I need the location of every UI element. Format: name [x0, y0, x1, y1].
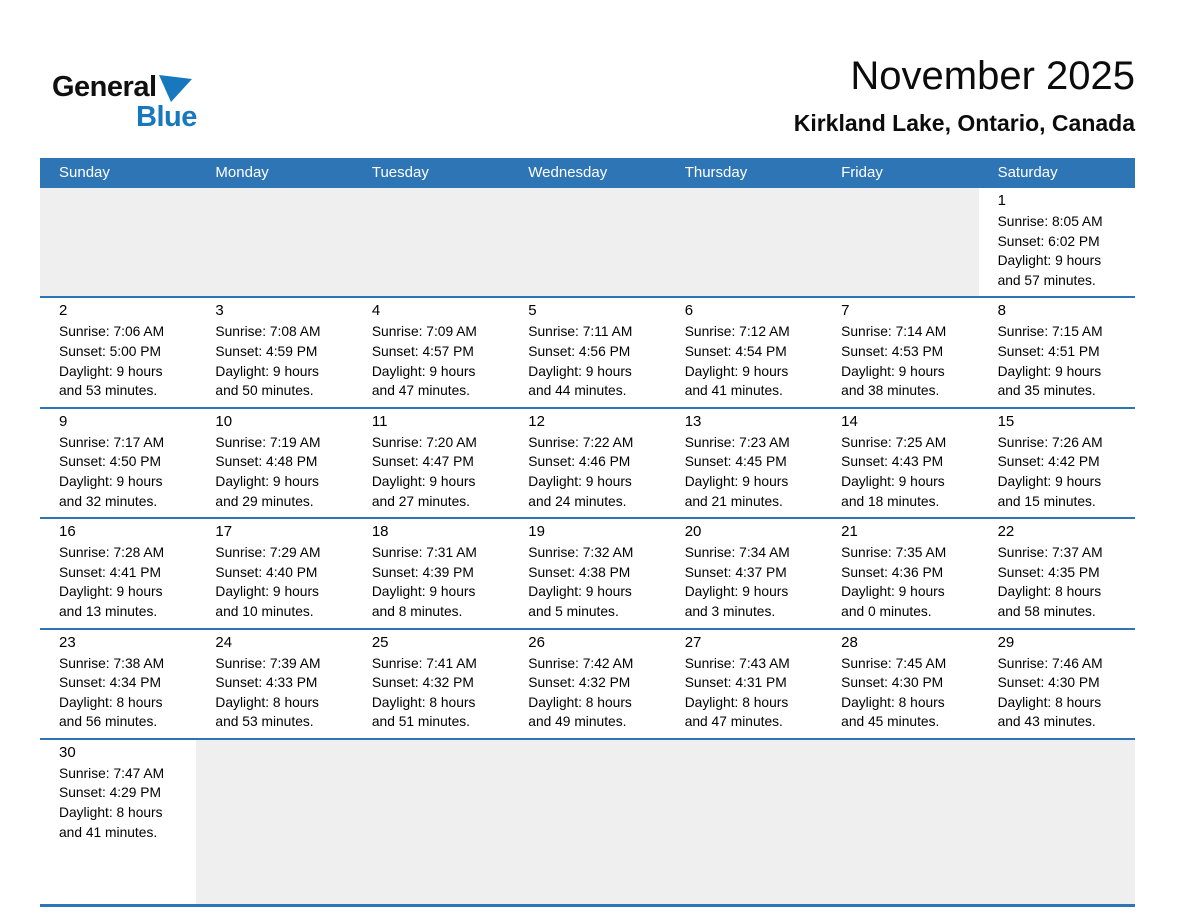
day-number: 21 [841, 523, 858, 541]
sunset-line: Sunset: 4:32 PM [371, 675, 474, 691]
daylight-line-1: Daylight: 9 hours [215, 473, 319, 489]
day-cell-14 [822, 409, 978, 517]
daylight-line-1: Daylight: 9 hours [59, 473, 163, 489]
day-number: 12 [528, 412, 545, 430]
day-number: 29 [997, 633, 1015, 651]
daylight-line-2: and 18 minutes. [841, 493, 940, 509]
empty-cell [353, 188, 509, 296]
sunrise-line: Sunrise: 7:46 AM [997, 655, 1103, 671]
day-cell-3 [196, 298, 352, 406]
sunset-line: Sunset: 4:29 PM [59, 785, 162, 801]
sunrise-line: Sunrise: 7:32 AM [528, 545, 634, 561]
sunset-line: Sunset: 4:51 PM [997, 343, 1100, 359]
day-number: 22 [997, 523, 1015, 541]
sunset-line: Sunset: 4:45 PM [684, 454, 787, 470]
sunrise-line: Sunrise: 7:45 AM [841, 655, 947, 671]
daylight-line-2: and 43 minutes. [997, 714, 1096, 730]
sunrise-line: Sunrise: 7:06 AM [59, 324, 165, 340]
daylight-line-1: Daylight: 8 hours [215, 694, 319, 710]
daylight-line-1: Daylight: 9 hours [841, 584, 945, 600]
daylight-line-1: Daylight: 9 hours [997, 473, 1102, 489]
day-cell-24 [196, 630, 352, 738]
day-cell-10 [196, 409, 352, 517]
sunrise-line: Sunrise: 7:28 AM [59, 545, 165, 561]
daylight-line-2: and 29 minutes. [215, 493, 314, 509]
sunrise-line: Sunrise: 7:14 AM [841, 324, 947, 340]
sunset-line: Sunset: 6:02 PM [997, 233, 1100, 249]
daylight-line-2: and 8 minutes. [371, 603, 463, 619]
sunset-line: Sunset: 4:32 PM [528, 675, 631, 691]
empty-cell [666, 740, 822, 904]
sunset-line: Sunset: 4:54 PM [684, 343, 787, 359]
sunset-line: Sunset: 4:57 PM [371, 343, 474, 359]
sunrise-line: Sunrise: 7:15 AM [997, 324, 1103, 340]
daylight-line-2: and 15 minutes. [997, 493, 1096, 509]
weekday-header-friday: Friday [841, 164, 883, 181]
empty-cell [196, 188, 352, 296]
sunset-line: Sunset: 4:59 PM [215, 343, 318, 359]
daylight-line-2: and 27 minutes. [371, 493, 471, 509]
sunrise-line: Sunrise: 7:38 AM [59, 655, 165, 671]
daylight-line-2: and 49 minutes. [528, 714, 627, 730]
sunset-line: Sunset: 4:34 PM [59, 675, 162, 691]
day-number: 13 [684, 412, 702, 430]
daylight-line-1: Daylight: 8 hours [371, 694, 476, 710]
sunrise-line: Sunrise: 7:25 AM [841, 434, 947, 450]
day-cell-16 [40, 519, 196, 627]
sunset-line: Sunset: 4:48 PM [215, 454, 318, 470]
daylight-line-1: Daylight: 8 hours [997, 694, 1102, 710]
sunset-line: Sunset: 4:42 PM [997, 454, 1100, 470]
daylight-line-2: and 3 minutes. [684, 603, 776, 619]
empty-cell [40, 188, 196, 296]
sunrise-line: Sunrise: 7:22 AM [528, 434, 634, 450]
daylight-line-1: Daylight: 8 hours [528, 694, 632, 710]
sunrise-line: Sunrise: 7:12 AM [684, 324, 790, 340]
daylight-line-2: and 56 minutes. [59, 714, 158, 730]
day-number: 27 [684, 633, 702, 651]
sunrise-line: Sunrise: 7:19 AM [215, 434, 321, 450]
sunset-line: Sunset: 4:46 PM [528, 454, 631, 470]
daylight-line-2: and 47 minutes. [684, 714, 783, 730]
daylight-line-1: Daylight: 8 hours [59, 805, 163, 821]
calendar [40, 158, 1135, 907]
page-header [52, 55, 1135, 137]
daylight-line-1: Daylight: 9 hours [215, 363, 319, 379]
daylight-line-1: Daylight: 8 hours [59, 694, 163, 710]
sunrise-line: Sunrise: 7:34 AM [684, 545, 790, 561]
sunset-line: Sunset: 4:31 PM [684, 675, 787, 691]
daylight-line-1: Daylight: 8 hours [841, 694, 945, 710]
sunrise-line: Sunrise: 7:31 AM [371, 545, 477, 561]
day-cell-11 [353, 409, 509, 517]
daylight-line-1: Daylight: 9 hours [841, 473, 945, 489]
sunset-line: Sunset: 4:53 PM [841, 343, 944, 359]
day-number: 15 [997, 412, 1015, 430]
day-cell-27 [666, 630, 822, 738]
day-number: 2 [59, 302, 68, 320]
day-cell-7 [822, 298, 978, 406]
daylight-line-2: and 10 minutes. [215, 603, 314, 619]
daylight-line-1: Daylight: 9 hours [59, 363, 163, 379]
daylight-line-2: and 44 minutes. [528, 383, 627, 399]
day-cell-19 [509, 519, 665, 627]
day-cell-29 [979, 630, 1135, 738]
day-number: 19 [528, 523, 545, 541]
daylight-line-1: Daylight: 9 hours [528, 473, 632, 489]
sunrise-line: Sunrise: 7:23 AM [684, 434, 790, 450]
empty-cell [509, 188, 665, 296]
daylight-line-1: Daylight: 9 hours [997, 253, 1102, 269]
daylight-line-2: and 5 minutes. [528, 603, 619, 619]
week-row-3 [40, 407, 1135, 517]
day-number: 5 [528, 302, 537, 320]
sunrise-line: Sunrise: 7:20 AM [371, 434, 477, 450]
daylight-line-2: and 38 minutes. [841, 383, 940, 399]
day-cell-18 [353, 519, 509, 627]
day-number: 11 [371, 412, 388, 430]
daylight-line-2: and 35 minutes. [997, 383, 1096, 399]
daylight-line-2: and 0 minutes. [841, 603, 932, 619]
sunset-line: Sunset: 4:35 PM [997, 564, 1100, 580]
weekday-header-sunday: Sunday [59, 164, 110, 181]
logo-word-general: General [52, 71, 157, 103]
sunset-line: Sunset: 4:41 PM [59, 564, 162, 580]
sunset-line: Sunset: 4:30 PM [841, 675, 944, 691]
week-row-5 [40, 628, 1135, 738]
day-cell-2 [40, 298, 196, 406]
daylight-line-2: and 58 minutes. [997, 603, 1096, 619]
sunrise-line: Sunrise: 7:37 AM [997, 545, 1103, 561]
title-block [794, 55, 1135, 137]
daylight-line-1: Daylight: 9 hours [371, 473, 476, 489]
sunset-line: Sunset: 4:50 PM [59, 454, 162, 470]
week-row-4 [40, 517, 1135, 627]
daylight-line-1: Daylight: 8 hours [997, 584, 1102, 600]
daylight-line-2: and 32 minutes. [59, 493, 158, 509]
empty-cell [509, 740, 665, 904]
day-cell-22 [979, 519, 1135, 627]
sunset-line: Sunset: 4:30 PM [997, 675, 1100, 691]
empty-cell [822, 188, 978, 296]
day-cell-5 [509, 298, 665, 406]
day-cell-25 [353, 630, 509, 738]
daylight-line-1: Daylight: 9 hours [215, 584, 319, 600]
daylight-line-1: Daylight: 9 hours [841, 363, 945, 379]
daylight-line-2: and 13 minutes. [59, 603, 158, 619]
sunset-line: Sunset: 4:56 PM [528, 343, 631, 359]
sunrise-line: Sunrise: 7:09 AM [371, 324, 477, 340]
sunset-line: Sunset: 4:47 PM [371, 454, 474, 470]
day-cell-4 [353, 298, 509, 406]
day-number: 1 [997, 192, 1006, 209]
day-cell-20 [666, 519, 822, 627]
daylight-line-1: Daylight: 8 hours [684, 694, 789, 710]
sunset-line: Sunset: 5:00 PM [59, 343, 162, 359]
day-number: 16 [59, 523, 76, 541]
daylight-line-2: and 24 minutes. [528, 493, 627, 509]
daylight-line-1: Daylight: 9 hours [684, 363, 789, 379]
sunrise-line: Sunrise: 7:35 AM [841, 545, 947, 561]
daylight-line-1: Daylight: 9 hours [528, 363, 632, 379]
day-number: 8 [997, 302, 1006, 320]
sunrise-line: Sunrise: 7:43 AM [684, 655, 790, 671]
day-cell-26 [509, 630, 665, 738]
sunset-line: Sunset: 4:39 PM [371, 564, 474, 580]
sunrise-line: Sunrise: 7:29 AM [215, 545, 321, 561]
day-number: 9 [59, 412, 68, 430]
day-cell-13 [666, 409, 822, 517]
sunrise-line: Sunrise: 7:42 AM [528, 655, 634, 671]
sunrise-line: Sunrise: 7:08 AM [215, 324, 321, 340]
daylight-line-1: Daylight: 9 hours [997, 363, 1102, 379]
day-cell-21 [822, 519, 978, 627]
sunrise-line: Sunrise: 7:41 AM [371, 655, 477, 671]
week-row-2 [40, 296, 1135, 406]
daylight-line-2: and 53 minutes. [215, 714, 314, 730]
sunrise-line: Sunrise: 7:17 AM [59, 434, 165, 450]
day-cell-17 [196, 519, 352, 627]
daylight-line-1: Daylight: 9 hours [684, 473, 789, 489]
week-row-6 [40, 738, 1135, 904]
day-number: 6 [684, 302, 694, 320]
logo-word-blue: Blue [136, 101, 197, 133]
weekday-header-wednesday: Wednesday [528, 164, 608, 181]
day-cell-12 [509, 409, 665, 517]
day-number: 17 [215, 523, 233, 541]
weekday-header-tuesday: Tuesday [371, 164, 429, 181]
daylight-line-1: Daylight: 9 hours [684, 584, 789, 600]
daylight-line-2: and 41 minutes. [59, 824, 158, 840]
daylight-line-2: and 50 minutes. [215, 383, 314, 399]
day-cell-8 [979, 298, 1135, 406]
day-number: 7 [841, 302, 850, 320]
daylight-line-2: and 41 minutes. [684, 383, 783, 399]
daylight-line-1: Daylight: 9 hours [528, 584, 632, 600]
sunset-line: Sunset: 4:38 PM [528, 564, 631, 580]
sunrise-line: Sunrise: 7:39 AM [215, 655, 321, 671]
daylight-line-1: Daylight: 9 hours [59, 584, 163, 600]
daylight-line-1: Daylight: 9 hours [371, 363, 476, 379]
sunrise-line: Sunrise: 7:11 AM [528, 324, 633, 340]
day-cell-23 [40, 630, 196, 738]
weekday-header-monday: Monday [215, 164, 269, 181]
day-cell-30 [40, 740, 196, 904]
daylight-line-2: and 45 minutes. [841, 714, 940, 730]
weekday-header-thursday: Thursday [684, 164, 748, 181]
day-number: 25 [371, 633, 389, 651]
day-number: 3 [215, 302, 224, 320]
daylight-line-2: and 51 minutes. [371, 714, 471, 730]
day-number: 30 [59, 743, 76, 761]
daylight-line-1: Daylight: 9 hours [371, 584, 476, 600]
empty-cell [979, 740, 1135, 904]
sunrise-line: Sunrise: 7:26 AM [997, 434, 1103, 450]
week-row-1 [40, 188, 1135, 296]
day-number: 28 [841, 633, 858, 651]
empty-cell [666, 188, 822, 296]
day-number: 26 [528, 633, 545, 651]
daylight-line-2: and 57 minutes. [997, 272, 1096, 288]
day-cell-1 [979, 188, 1135, 296]
sunset-line: Sunset: 4:37 PM [684, 564, 787, 580]
empty-cell [353, 740, 509, 904]
general-blue-logo [52, 55, 197, 132]
day-number: 18 [371, 523, 389, 541]
sunset-line: Sunset: 4:43 PM [841, 454, 944, 470]
sunrise-line: Sunrise: 8:05 AM [997, 214, 1103, 229]
weekday-header-row [40, 158, 1135, 188]
day-number: 14 [841, 412, 858, 430]
day-number: 10 [215, 412, 233, 430]
location-subtitle: Kirkland Lake, Ontario, Canada [793, 110, 1135, 136]
sunset-line: Sunset: 4:40 PM [215, 564, 318, 580]
day-number: 24 [215, 633, 233, 651]
day-cell-28 [822, 630, 978, 738]
empty-cell [822, 740, 978, 904]
day-cell-9 [40, 409, 196, 517]
daylight-line-2: and 21 minutes. [684, 493, 783, 509]
empty-cell [196, 740, 352, 904]
month-title: November 2025 [850, 54, 1135, 98]
daylight-line-2: and 47 minutes. [371, 383, 471, 399]
weekday-header-saturday: Saturday [997, 164, 1058, 181]
sunset-line: Sunset: 4:36 PM [841, 564, 944, 580]
daylight-line-2: and 53 minutes. [59, 383, 158, 399]
day-cell-15 [979, 409, 1135, 517]
calendar-grid [40, 188, 1135, 907]
day-cell-6 [666, 298, 822, 406]
day-number: 23 [59, 633, 76, 651]
sunset-line: Sunset: 4:33 PM [215, 675, 318, 691]
day-number: 20 [684, 523, 702, 541]
sunrise-line: Sunrise: 7:47 AM [59, 765, 165, 781]
day-number: 4 [371, 302, 381, 320]
